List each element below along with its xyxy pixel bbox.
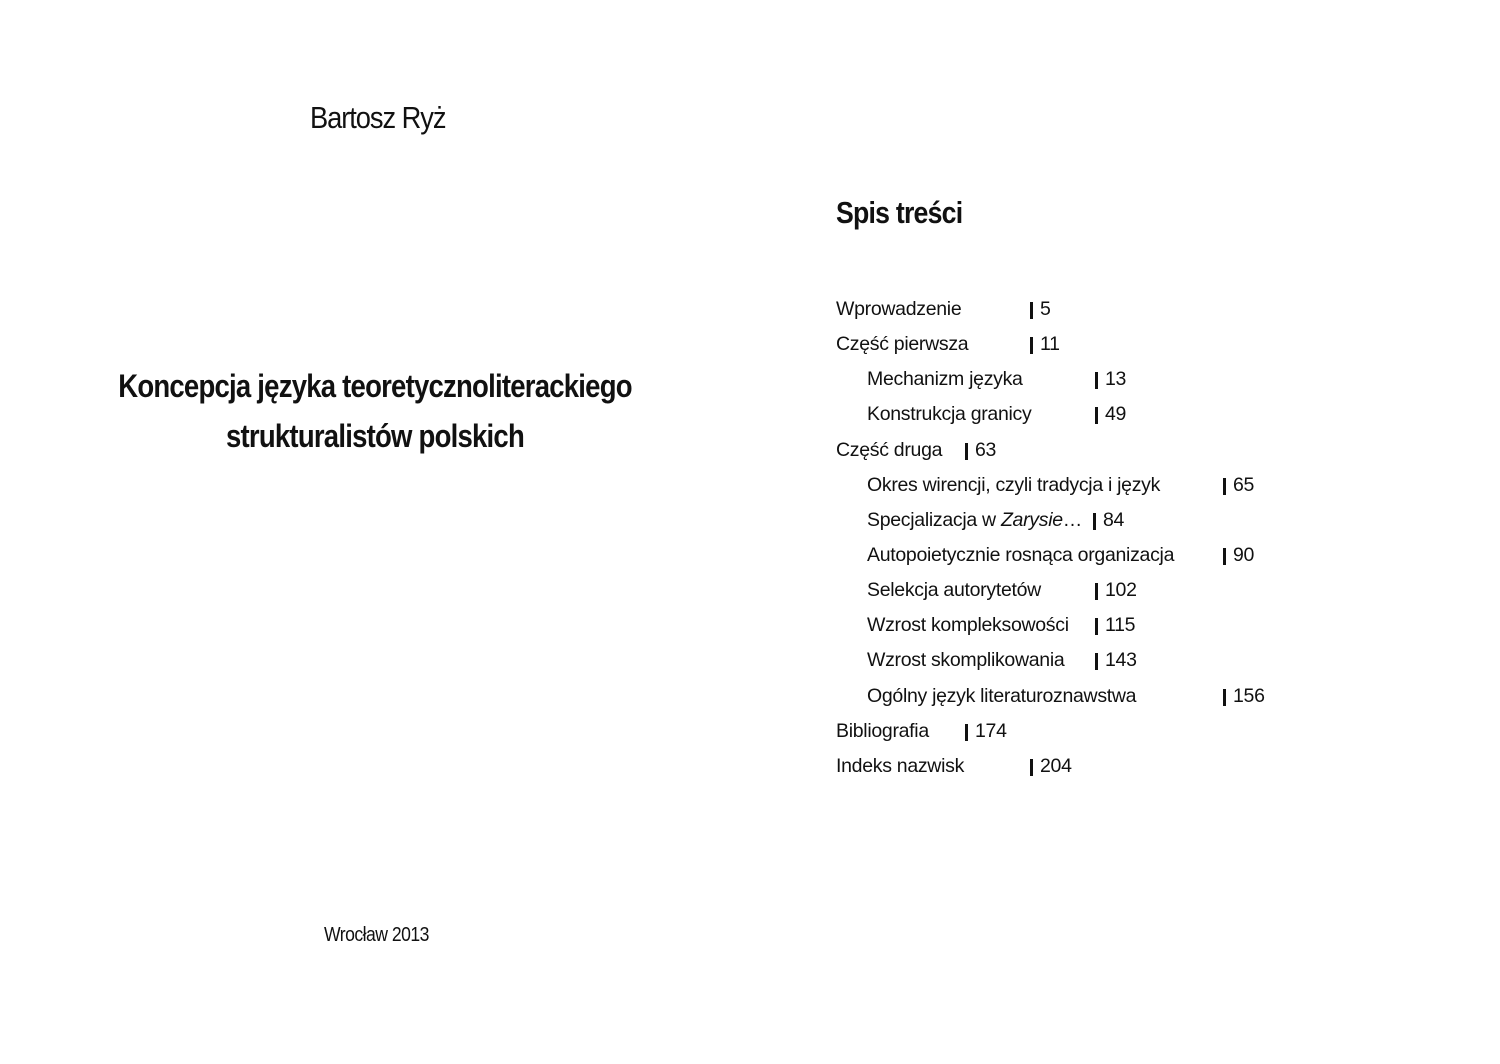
toc-separator-bar <box>1223 548 1226 565</box>
toc-entry-label-prefix: Specjalizacja w <box>867 508 1001 531</box>
place-and-year: Wrocław 2013 <box>324 924 429 946</box>
toc-entry-page: 11 <box>1040 333 1060 356</box>
toc-separator-bar <box>1095 653 1098 670</box>
toc-separator-bar <box>1223 478 1226 495</box>
toc-separator-bar <box>1223 689 1226 706</box>
toc-separator-bar <box>1030 302 1033 319</box>
toc-separator-bar <box>1095 583 1098 600</box>
toc-entry-label-suffix: … <box>1062 508 1082 531</box>
toc-entry-page: 102 <box>1105 579 1137 602</box>
toc-separator-bar <box>965 443 968 460</box>
toc-separator-bar <box>1030 337 1033 354</box>
toc-heading: Spis treści <box>836 195 963 230</box>
toc-entry-label: Ogólny język literaturoznawstwa <box>867 684 1137 707</box>
toc-separator-bar <box>1095 372 1098 389</box>
toc-entry-label: Selekcja autorytetów <box>867 579 1041 602</box>
toc-entry-page: 204 <box>1040 754 1072 777</box>
toc-entry-label: Bibliografia <box>836 719 929 742</box>
toc-entry-page: 65 <box>1233 473 1255 496</box>
toc-entry-page: 156 <box>1233 684 1265 707</box>
toc-entry-page: 143 <box>1105 649 1137 672</box>
book-title <box>40 361 710 461</box>
toc-entry-label-italic: Zarysie <box>1000 508 1063 531</box>
toc-entry-label: Okres wirencji, czyli tradycja i język <box>867 473 1161 496</box>
toc-entry-page: 63 <box>975 438 997 461</box>
toc-entry-label: Część pierwsza <box>836 333 969 356</box>
toc-entry-label: Wzrost skomplikowania <box>867 649 1065 672</box>
toc-entry-page: 115 <box>1105 614 1136 637</box>
toc-entry-page: 84 <box>1103 508 1125 531</box>
toc-entry-page: 174 <box>975 719 1007 742</box>
toc-separator-bar <box>1095 407 1098 424</box>
toc-entry-page: 5 <box>1040 298 1051 320</box>
author-name: Bartosz Ryż <box>310 100 446 135</box>
toc-entry-label: Mechanizm języka <box>867 368 1023 391</box>
right-page <box>750 0 1500 1064</box>
toc-separator-bar <box>965 724 968 741</box>
toc-entry-label: Konstrukcja granicy <box>867 403 1032 426</box>
toc-entry-page: 90 <box>1233 543 1255 566</box>
book-title-line-1: Koncepcja języka teoretycznoliterackiego <box>118 368 632 404</box>
toc-entry-label: Wzrost kompleksowości <box>867 614 1069 637</box>
toc-entry-label: Indeks nazwisk <box>836 754 965 777</box>
toc-entry-page: 49 <box>1105 403 1127 426</box>
toc-entry-label: Autopoietycznie rosnąca organizacja <box>867 543 1175 566</box>
toc-separator-bar <box>1030 759 1033 776</box>
toc-entry-page: 13 <box>1105 368 1127 391</box>
toc-separator-bar <box>1095 618 1098 635</box>
toc-entry-label: Część druga <box>836 438 943 461</box>
toc-separator-bar <box>1093 513 1096 530</box>
toc-entry-label <box>867 503 1082 538</box>
book-title-line-2: strukturalistów polskich <box>226 418 524 454</box>
toc-entry-label: Wprowadzenie <box>836 298 962 320</box>
